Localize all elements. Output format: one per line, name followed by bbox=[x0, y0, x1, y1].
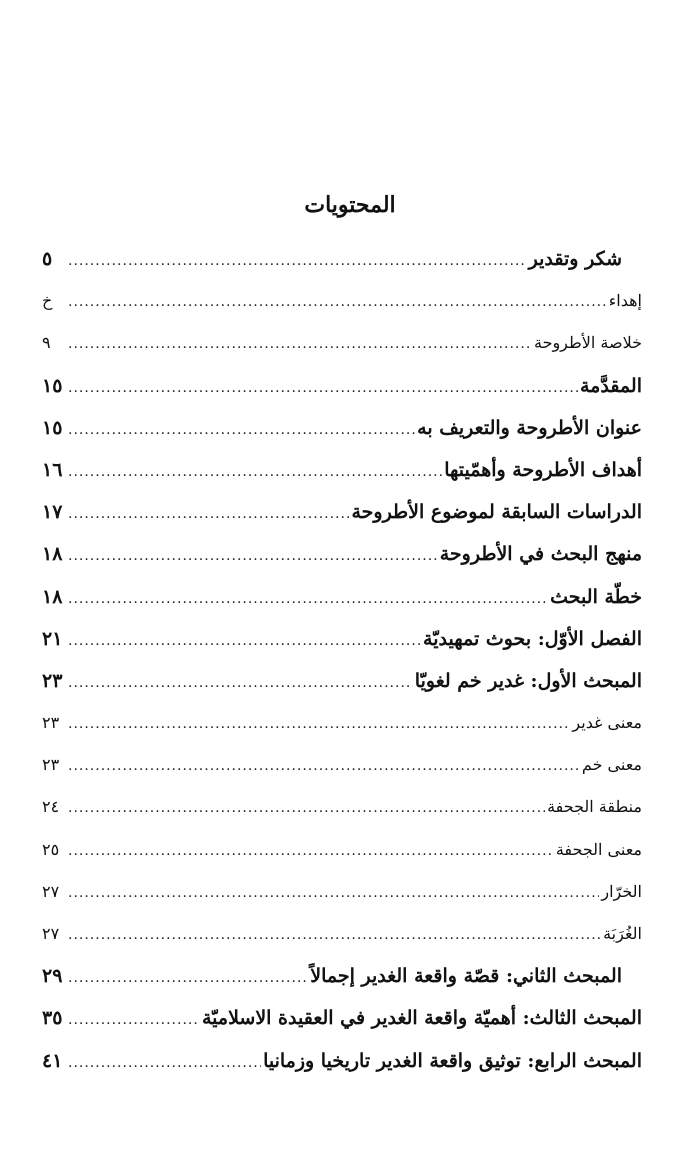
toc-entry bbox=[42, 491, 642, 533]
toc-entry-page-number: ٩ bbox=[42, 333, 51, 353]
toc-dot-leader bbox=[68, 745, 580, 786]
toc-dot-leader bbox=[68, 914, 601, 955]
toc-entry-label: المبحث الرابع: توثيق واقعة الغدير تاريخيا وزمانيا bbox=[263, 1049, 642, 1072]
toc-entry-label: الفصل الأوّل: بحوث تمهيديّة bbox=[423, 627, 642, 650]
toc-dot-leader bbox=[68, 957, 308, 997]
toc-entry-page-number: ١٥ bbox=[42, 416, 63, 439]
toc-entry bbox=[42, 997, 642, 1039]
toc-entry-page-number: ٢١ bbox=[42, 627, 63, 650]
toc-entry-page-number: ٤١ bbox=[42, 1049, 63, 1072]
toc-entry-page-number: ٢٧ bbox=[42, 924, 60, 943]
toc-entry-label: معنى الجحفة bbox=[555, 839, 642, 859]
toc-entry-label: المقدَّمة bbox=[579, 374, 642, 397]
toc-entry bbox=[42, 322, 642, 364]
toc-entry-label: شكر وتقدير bbox=[528, 248, 622, 270]
toc-entry-page-number: ١٨ bbox=[42, 585, 63, 608]
toc-entry bbox=[42, 365, 642, 407]
toc-entry-label: منهج البحث في الأطروحة bbox=[439, 543, 642, 566]
toc-dot-leader bbox=[68, 240, 527, 280]
toc-entry bbox=[42, 702, 642, 744]
toc-entry bbox=[42, 1040, 642, 1082]
toc-entry-label: إهداء bbox=[608, 291, 642, 311]
toc-entry bbox=[42, 576, 642, 618]
toc-entry-label: الغُرَبَة bbox=[603, 924, 642, 943]
toc-entry bbox=[42, 913, 642, 955]
toc-entry-page-number: ١٧ bbox=[42, 501, 63, 524]
toc-entry-label: الخرّار bbox=[601, 881, 642, 901]
toc-entry-label: المبحث الثالث: أهميّة واقعة الغدير في العقيدة الاسلاميّة bbox=[201, 1007, 642, 1030]
toc-entry bbox=[42, 829, 642, 871]
toc-dot-leader bbox=[68, 999, 200, 1039]
toc-entry bbox=[42, 407, 642, 449]
toc-entry bbox=[42, 238, 642, 280]
toc-entry bbox=[42, 871, 642, 913]
toc-entry bbox=[42, 955, 642, 997]
toc-entry bbox=[42, 280, 642, 322]
toc-entry bbox=[42, 449, 642, 491]
toc-entry bbox=[42, 660, 642, 702]
toc-entry-page-number: ٢٤ bbox=[42, 797, 60, 817]
toc-entry-label: الدراسات السابقة لموضوع الأطروحة bbox=[351, 501, 642, 524]
table-of-contents bbox=[42, 238, 642, 1082]
toc-entry-page-number: ٢٣ bbox=[42, 669, 63, 692]
toc-entry-label: خلاصة الأطروحة bbox=[533, 333, 642, 353]
toc-entry-label: أهداف الأطروحة وأهمّيتها bbox=[444, 458, 642, 481]
toc-dot-leader bbox=[68, 662, 413, 702]
toc-entry-page-number: ١٦ bbox=[42, 458, 63, 481]
toc-entry bbox=[42, 533, 642, 575]
toc-dot-leader bbox=[68, 409, 415, 449]
toc-dot-leader bbox=[68, 493, 349, 533]
toc-entry-label: معنى خم bbox=[581, 755, 642, 775]
toc-entry bbox=[42, 744, 642, 786]
toc-dot-leader bbox=[68, 787, 545, 828]
page-title: المحتويات bbox=[304, 192, 396, 218]
toc-dot-leader bbox=[68, 1042, 261, 1082]
toc-entry-page-number: ٣٥ bbox=[42, 1007, 63, 1030]
toc-entry-label: منطقة الجحفة bbox=[547, 797, 642, 817]
toc-entry-page-number: ٢٥ bbox=[42, 839, 60, 859]
toc-entry-page-number: ١٥ bbox=[42, 374, 63, 397]
toc-dot-leader bbox=[68, 367, 578, 407]
toc-dot-leader bbox=[68, 620, 421, 660]
toc-dot-leader bbox=[68, 872, 599, 913]
toc-dot-leader bbox=[68, 535, 438, 575]
toc-entry bbox=[42, 618, 642, 660]
toc-entry-page-number: ٢٣ bbox=[42, 755, 60, 775]
toc-entry-page-number: ٢٩ bbox=[42, 965, 63, 988]
toc-entry-label: عنوان الأطروحة والتعريف به bbox=[417, 416, 642, 439]
toc-entry bbox=[42, 786, 642, 828]
toc-dot-leader bbox=[68, 281, 607, 322]
toc-entry-label: المبحث الأول: غدير خم لغويّا bbox=[414, 669, 642, 692]
toc-entry-page-number: ١٨ bbox=[42, 543, 63, 566]
toc-entry-label: معنى غدير bbox=[572, 713, 642, 733]
toc-entry-label: خطّة البحث bbox=[550, 585, 642, 608]
toc-dot-leader bbox=[68, 703, 570, 744]
toc-dot-leader bbox=[68, 323, 532, 364]
toc-dot-leader bbox=[68, 578, 548, 618]
toc-entry-page-number: ٥ bbox=[42, 248, 53, 270]
toc-dot-leader bbox=[68, 830, 554, 871]
toc-entry-page-number: ٢٧ bbox=[42, 881, 60, 901]
toc-dot-leader bbox=[68, 451, 442, 491]
toc-entry-page-number: خ bbox=[42, 291, 53, 311]
toc-entry-label: المبحث الثاني: قصّة واقعة الغدير إجمالاً bbox=[310, 965, 622, 988]
toc-entry-page-number: ٢٣ bbox=[42, 713, 60, 733]
